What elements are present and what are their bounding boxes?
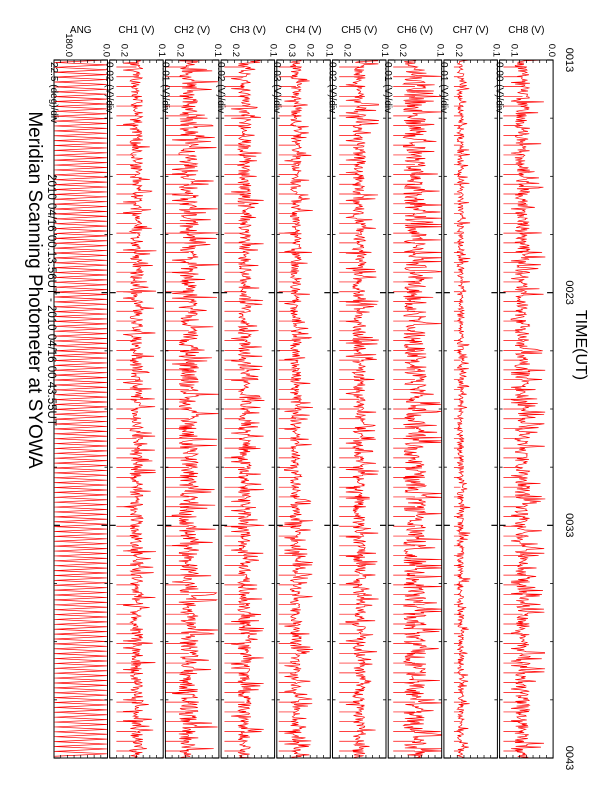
trace-ch2 [165, 60, 218, 758]
panel-ch7 [438, 25, 501, 758]
panel-ch3 [215, 25, 278, 758]
panel-scale-label: 0.02 (V)/div [326, 62, 338, 114]
y-tick-label: 0.1 [490, 43, 502, 57]
chart-subtitle: 2010 04/16 00:13:56UT - 2010 04/16 00:43:55UT [45, 174, 57, 426]
panel-scale-label: 0.01 (V)/div [437, 62, 449, 114]
y-tick-label: 0.1 [211, 43, 223, 57]
panel-ch5 [327, 25, 390, 758]
trace-ang [55, 60, 107, 756]
y-tick-label: 0.1 [156, 43, 168, 57]
y-tick-label: 0.2 [304, 43, 316, 57]
x-tick-label: 0013 [563, 47, 576, 73]
panel-ch6 [382, 25, 445, 758]
channel-label: CH2 (V) [174, 25, 211, 36]
channel-label: CH7 (V) [452, 25, 489, 36]
y-tick-label: 0.2 [118, 43, 130, 57]
y-tick-label: 0.2 [174, 43, 186, 57]
panel-scale-label: 0.02 (V)/div [215, 62, 227, 114]
panel-scale-label: 0.03 (V)/div [270, 62, 282, 114]
channel-label: CH4 (V) [285, 25, 322, 36]
trace-ch6 [393, 60, 441, 758]
y-tick-label: 0.1 [378, 43, 390, 57]
panel-ch2 [159, 25, 222, 758]
chart-title: Meridian Scanning Photometer at SYOWA [24, 111, 45, 469]
panel-ch4 [271, 25, 334, 758]
panel-frame [444, 60, 498, 758]
channel-label: CH5 (V) [341, 25, 378, 36]
y-tick-label: 0.2 [397, 43, 409, 57]
panel-scale-label: 0.01 (V)/div [159, 62, 171, 114]
panel-scale-label: 0.00 (V)/div [493, 62, 505, 114]
y-tick-label: 0.1 [508, 43, 520, 57]
y-tick-label: 0.2 [341, 43, 353, 57]
panel-scale-label: 22.5 (deg)/div [48, 62, 59, 124]
trace-ch1 [116, 60, 156, 758]
trace-ch8 [503, 60, 545, 758]
trace-ch5 [339, 60, 379, 758]
y-tick-label: 0.1 [434, 43, 446, 57]
y-tick-label: 0.1 [267, 43, 279, 57]
channel-label: CH1 (V) [118, 25, 155, 36]
channel-label: CH3 (V) [229, 25, 266, 36]
y-tick-label: 0.1 [323, 43, 335, 57]
panel-scale-label: 0.02 (V)/div [103, 62, 115, 114]
x-tick-label: 0033 [563, 513, 576, 538]
x-axis-label: TIME(UT) [572, 309, 589, 381]
y-tick-label: 0.3 [285, 43, 297, 57]
panel-ch1 [104, 25, 167, 758]
y-tick-label: 0.2 [230, 43, 242, 57]
trace-ch4 [279, 60, 313, 758]
y-tick-label: 0.0 [546, 43, 558, 57]
panel-scale-label: 0.01 (V)/div [382, 62, 394, 114]
channel-label: CH8 (V) [508, 25, 545, 36]
y-tick-label: 0.2 [452, 43, 464, 57]
channel-label: ANG [69, 25, 92, 36]
x-tick-label: 0043 [563, 745, 576, 771]
channel-label: CH6 (V) [396, 25, 434, 36]
trace-ch3 [224, 60, 264, 758]
panels-group [48, 25, 575, 770]
trace-ch7 [454, 60, 470, 758]
y-tick-label: 180.0 [63, 33, 75, 57]
x-tick-label: 0023 [563, 280, 576, 305]
panel-ch8 [494, 25, 557, 758]
y-tick-label: 0.0 [100, 43, 112, 57]
